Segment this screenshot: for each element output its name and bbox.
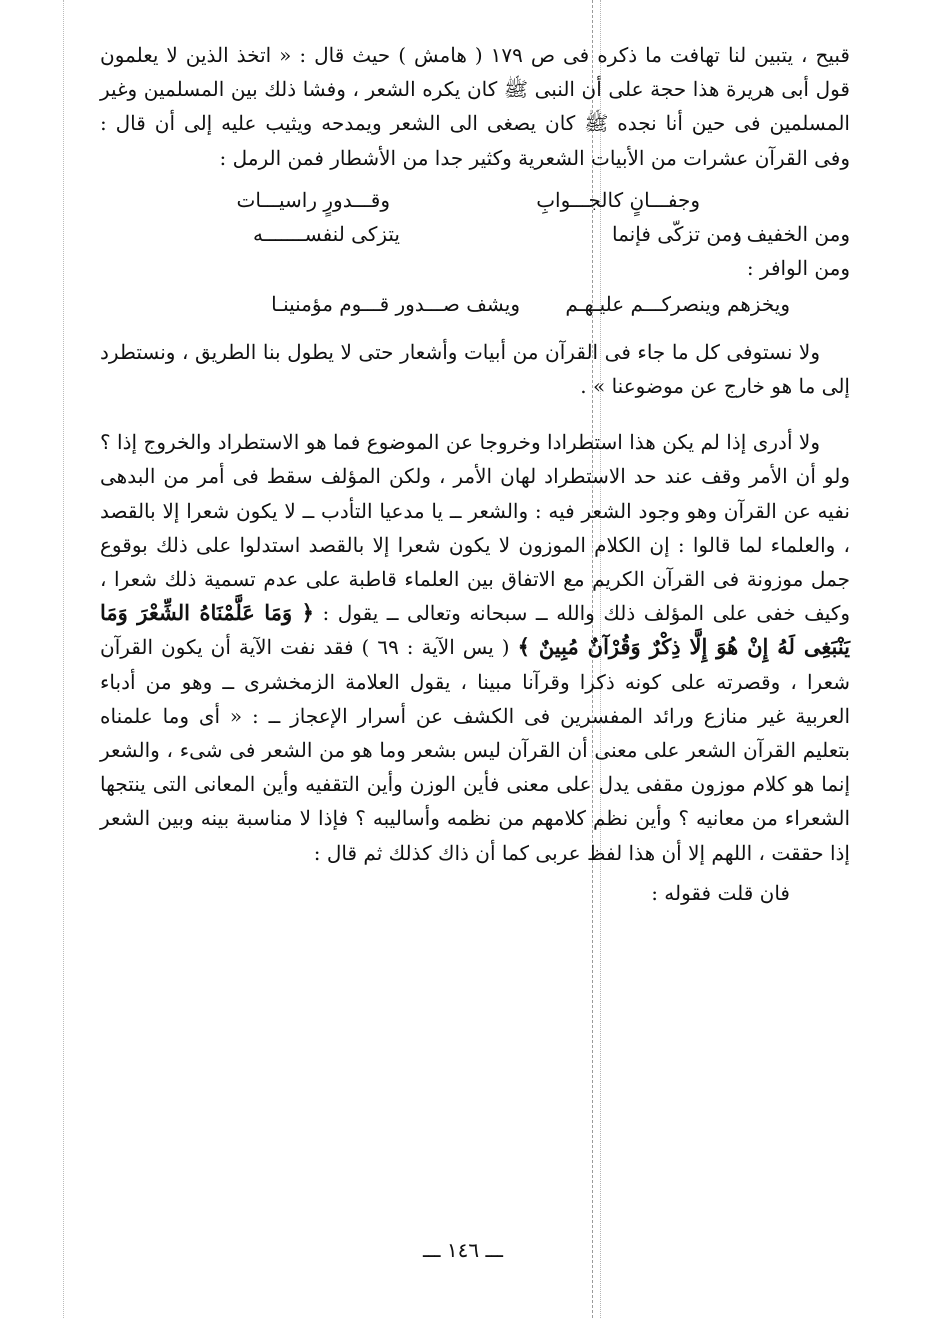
meter-label-wafir: ومن الوافر : — [746, 255, 850, 280]
page-body — [100, 38, 850, 910]
paragraph-3-continuation: ( يس الآية : ٦٩ ) فقد نفت الآية أن يكون القرآن شعرا ، وقصرته على كونه ذكرا وقرآنا مبينا ، يقول العلامة الزمخشرى ــ وهو من أدباء العربية غير منازع ورائد المفسرين فى الكشف عن أسرار الإعجاز ــ : « أى وما علمناه بتعليم القرآن الشعر على معنى أن القرآن ليس بشعر وما هو من الشعر فى شىء ، والشعر إنما هو كلام موزون مقفى يدل على معنى فأين الوزن وأين التقفيه وأين المعانى التى ينتجها الشعراء من معانيه ؟ وأين نظم كلامهم من نظمه وأساليبه ؟ فإذا لا مناسبة بينه وبين الشعر إذا حققت ، اللهم إلا أن هذا لفظ عربى كما أن ذاك كذلك ثم قال : — [100, 635, 850, 865]
verse-wafir — [100, 287, 850, 321]
meter-label: ومن الخفيف : — [733, 221, 850, 246]
verse-second-hemistich: ويشف صـــدور قـــوم مؤمنينـا — [271, 291, 520, 316]
paragraph-3-text: ولا أدرى إذا لم يكن هذا استطرادا وخروجا عن الموضوع فما هو الاستطراد والخروج إذا ؟ ولو أن الأمر وقف عند حد الاستطراد لهان الأمر ، ولكن المؤلف سقط فى أمر من البدهى نفيه عن القرآن وهو وجود الشعر فيه : والشعر ــ يا مدعيا التأدب ــ لا يكون شعرا إلا بالقصد ، والعلماء لما قالوا : إن الكلام الموزون لا يكون شعرا إلا بالقصد استدلوا على ذلك بوقوع جمل موزونة فى القرآن الكريم مع الاتفاق بين العلماء قاطبة على عدم تسمية ذلك شعرا ، وكيف خفى على المؤلف ذلك والله ــ سبحانه وتعالى ــ يقول : — [100, 430, 851, 626]
paragraph-2: ولا نستوفى كل ما جاء فى القرآن من أبيات وأشعار حتى لا يطول بنا الطريق ، ونستطرد إلى ما هو خارج عن موضوعنا » . — [100, 339, 850, 399]
verse-first-hemistich: ومن تزكّى فإنما — [612, 221, 742, 246]
closing-line: فان قلت فقوله : — [651, 880, 790, 905]
paragraph-1: قبيح ، يتبين لنا تهافت ما ذكره فى ص ١٧٩ ( هامش ) حيث قال : « اتخذ الذين لا يعلمون قول أبى هريرة هذا حجة على أن النبى ﷺ كان يكره الشعر ، وفشا ذلك بين المسلمين وغير المسلمين فى حين أنا نجده ﷺ كان يصغى الى الشعر ويمدحه ويثيب عليه إلى أن قال : وفى القرآن عشرات من الأبيات الشعرية وكثير جدا من الأشطار فمن الرمل : — [100, 43, 850, 170]
verse-first-hemistich: وجفـــانٍ كالجـــوابِ — [536, 187, 700, 212]
page-number: ـــ ١٤٦ ـــ — [422, 1238, 504, 1262]
verse-khafif — [100, 217, 850, 251]
paragraph-3 — [100, 425, 850, 870]
verse-first-hemistich: ويخزهم وينصركـــم عليـهـم — [565, 291, 790, 316]
verse-second-hemistich: يتزكى لنفســـــــه — [252, 221, 400, 246]
left-margin-guide — [63, 0, 64, 1318]
quran-verse: ﴿ وَمَا عَلَّمْنَاهُ الشِّعْرَ وَمَا يَنْبَغِى لَهُ إِنْ هُوَ إِلَّا ذِكْرٌ وَقُرْآنٌ مُبِينٌ ﴾ — [100, 600, 851, 660]
verse-second-hemistich: وقـــدورٍ راسيـــات — [236, 187, 390, 212]
verse-ramal — [100, 183, 850, 217]
